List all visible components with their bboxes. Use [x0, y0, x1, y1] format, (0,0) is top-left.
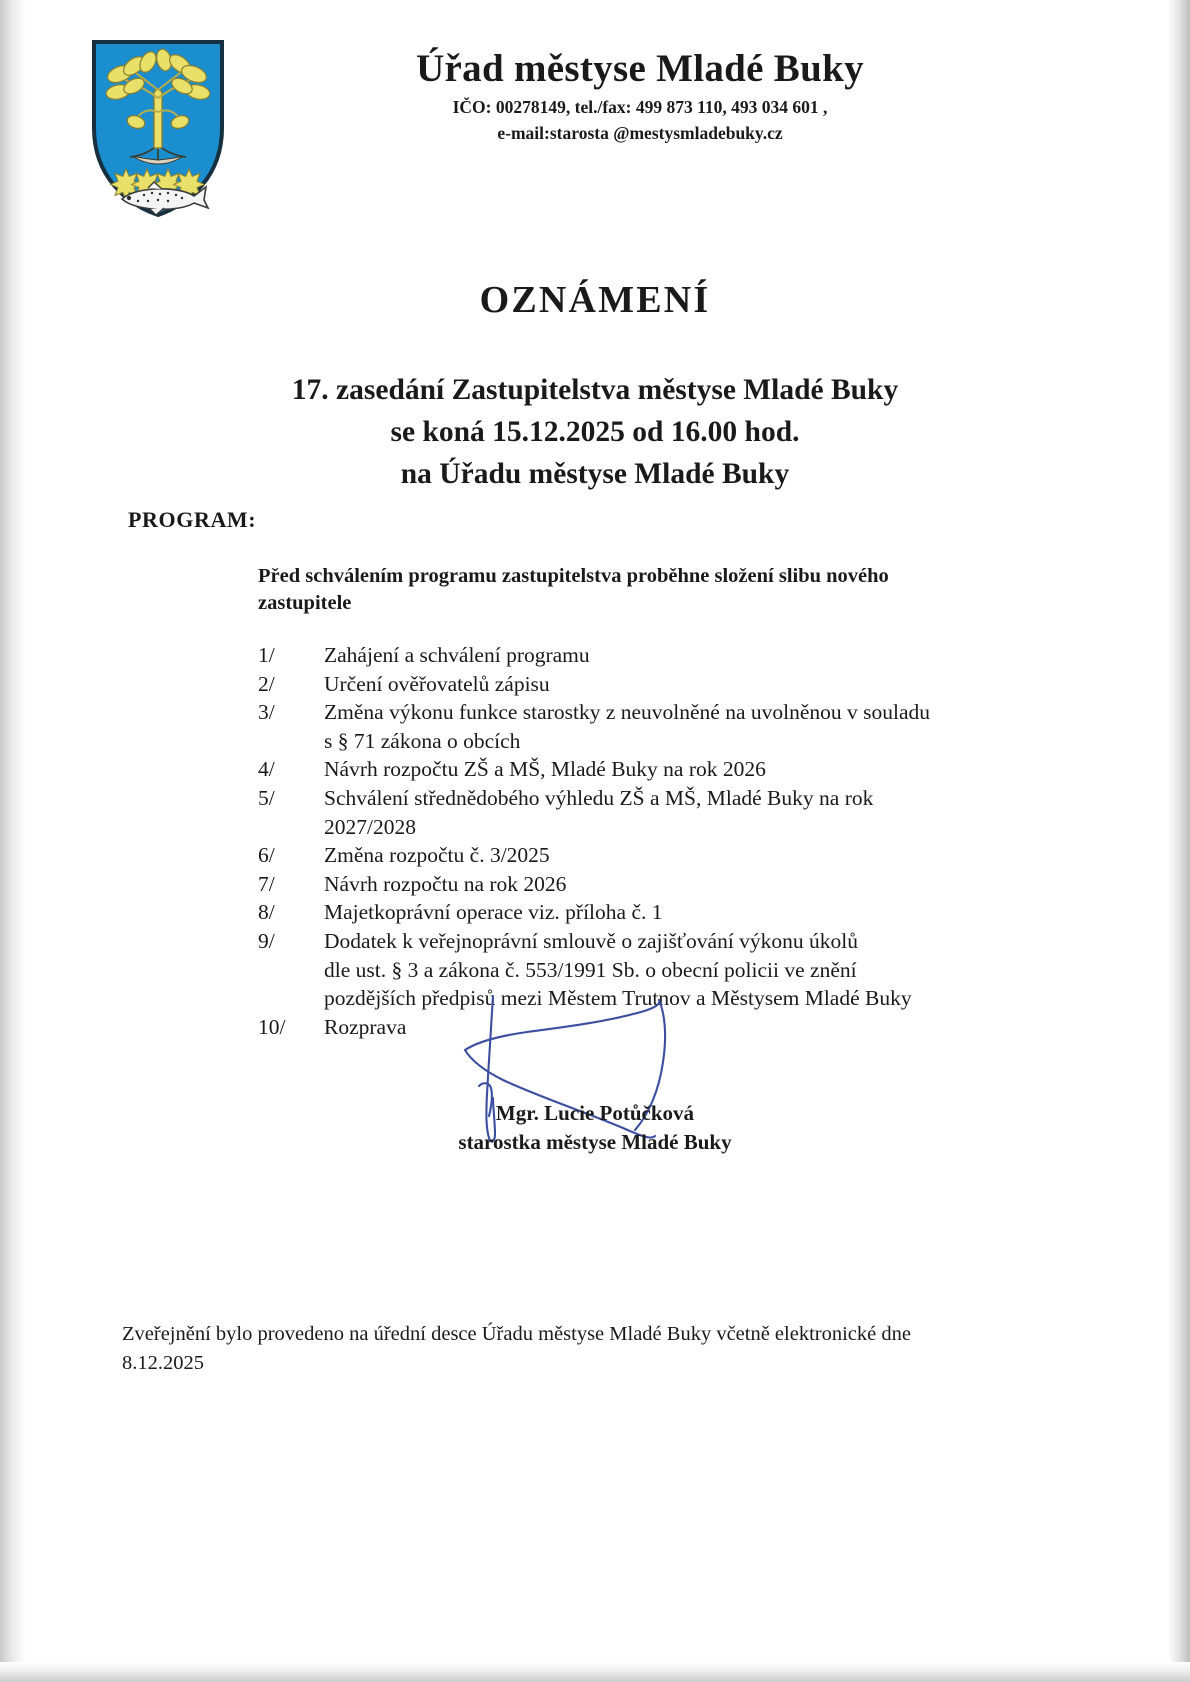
- publication-note-line-2: 8.12.2025: [122, 1352, 204, 1375]
- list-item-text: Změna výkonu funkce starostky z neuvolněné na uvolněnou v souladu: [324, 700, 931, 725]
- document-header: [0, 0, 1190, 250]
- publication-note-line-1: Zveřejnění bylo provedeno na úřední desce Úřadu městyse Mladé Buky včetně elektronické dne: [122, 1323, 911, 1345]
- signatory-name: Mgr. Lucie Potůčková: [495, 1101, 695, 1125]
- list-item: [258, 698, 978, 755]
- list-item-number: 10/: [258, 1014, 286, 1039]
- list-item-text-cont: dle ust. § 3 a zákona č. 553/1991 Sb. o obecní policii ve znění: [324, 957, 857, 982]
- program-list: [258, 641, 978, 1041]
- publication-note: [122, 1320, 932, 1378]
- list-item-text: Majetkoprávní operace viz. příloha č. 1: [324, 900, 663, 925]
- list-item-number: 2/: [258, 671, 275, 696]
- list-item-number: 3/: [258, 700, 275, 725]
- list-item: [258, 641, 978, 670]
- list-item-text-cont2: pozdějších předpisů mezi Městem Trutnov a Městysem Mladé Buky: [324, 986, 912, 1011]
- list-item: [258, 784, 978, 841]
- list-item-text: Návrh rozpočtu ZŠ a MŠ, Mladé Buky na rok 2026: [324, 757, 766, 782]
- list-item: [258, 898, 978, 927]
- list-item-number: 1/: [258, 643, 275, 667]
- program-label: PROGRAM:: [128, 507, 257, 532]
- organization-name: Úřad městyse Mladé Buky: [416, 47, 864, 90]
- organization-contact-line-1: IČO: 00278149, tel./fax: 499 873 110, 493 034 601 ,: [452, 97, 828, 118]
- scan-edge-left: [0, 0, 26, 1682]
- list-item-number: 6/: [258, 843, 275, 868]
- list-item-text: Dodatek k veřejnoprávní smlouvě o zajišťování výkonu úkolů: [324, 928, 859, 953]
- list-item: [258, 670, 978, 699]
- meeting-line-2: se koná 15.12.2025 od 16.00 hod.: [390, 415, 800, 448]
- page-title: OZNÁMENÍ: [479, 279, 711, 321]
- meeting-announcement: [0, 370, 1190, 496]
- organization-contact-line-2: e-mail:starosta @mestysmladebuky.cz: [497, 123, 783, 144]
- list-item-number: 8/: [258, 900, 275, 925]
- list-item-number: 4/: [258, 757, 275, 782]
- oath-note: Před schválením programu zastupitelstva proběhne složení slibu nového zastupitele: [258, 565, 889, 615]
- list-item: [258, 755, 978, 784]
- list-item: [258, 841, 978, 870]
- list-item: [258, 870, 978, 899]
- list-item-text-cont: s § 71 zákona o obcích: [324, 728, 521, 753]
- list-item-number: 9/: [258, 928, 275, 953]
- meeting-line-3: na Úřadu městyse Mladé Buky: [400, 457, 790, 490]
- scan-edge-right: [1168, 0, 1190, 1682]
- signature-block: [0, 1099, 1190, 1156]
- list-item-text-cont: 2027/2028: [324, 814, 416, 839]
- list-item-number: 5/: [258, 785, 275, 810]
- list-item-text: Určení ověřovatelů zápisu: [324, 671, 550, 696]
- coat-of-arms-icon: [88, 36, 228, 219]
- list-item-text: Návrh rozpočtu na rok 2026: [324, 871, 567, 896]
- header-text-block: [330, 48, 950, 147]
- scan-edge-bottom: [0, 1662, 1190, 1682]
- meeting-line-1: 17. zasedání Zastupitelstva městyse Mladé Buky: [291, 374, 899, 406]
- list-item-text: Změna rozpočtu č. 3/2025: [324, 843, 550, 868]
- list-item-text: Rozprava: [324, 1014, 407, 1039]
- list-item-text: Schválení střednědobého výhledu ZŠ a MŠ, Mladé Buky na rok: [324, 785, 874, 810]
- list-item-number: 7/: [258, 871, 275, 896]
- list-item-text: Zahájení a schválení programu: [324, 643, 590, 667]
- signatory-role: starostka městyse Mladé Buky: [458, 1129, 732, 1154]
